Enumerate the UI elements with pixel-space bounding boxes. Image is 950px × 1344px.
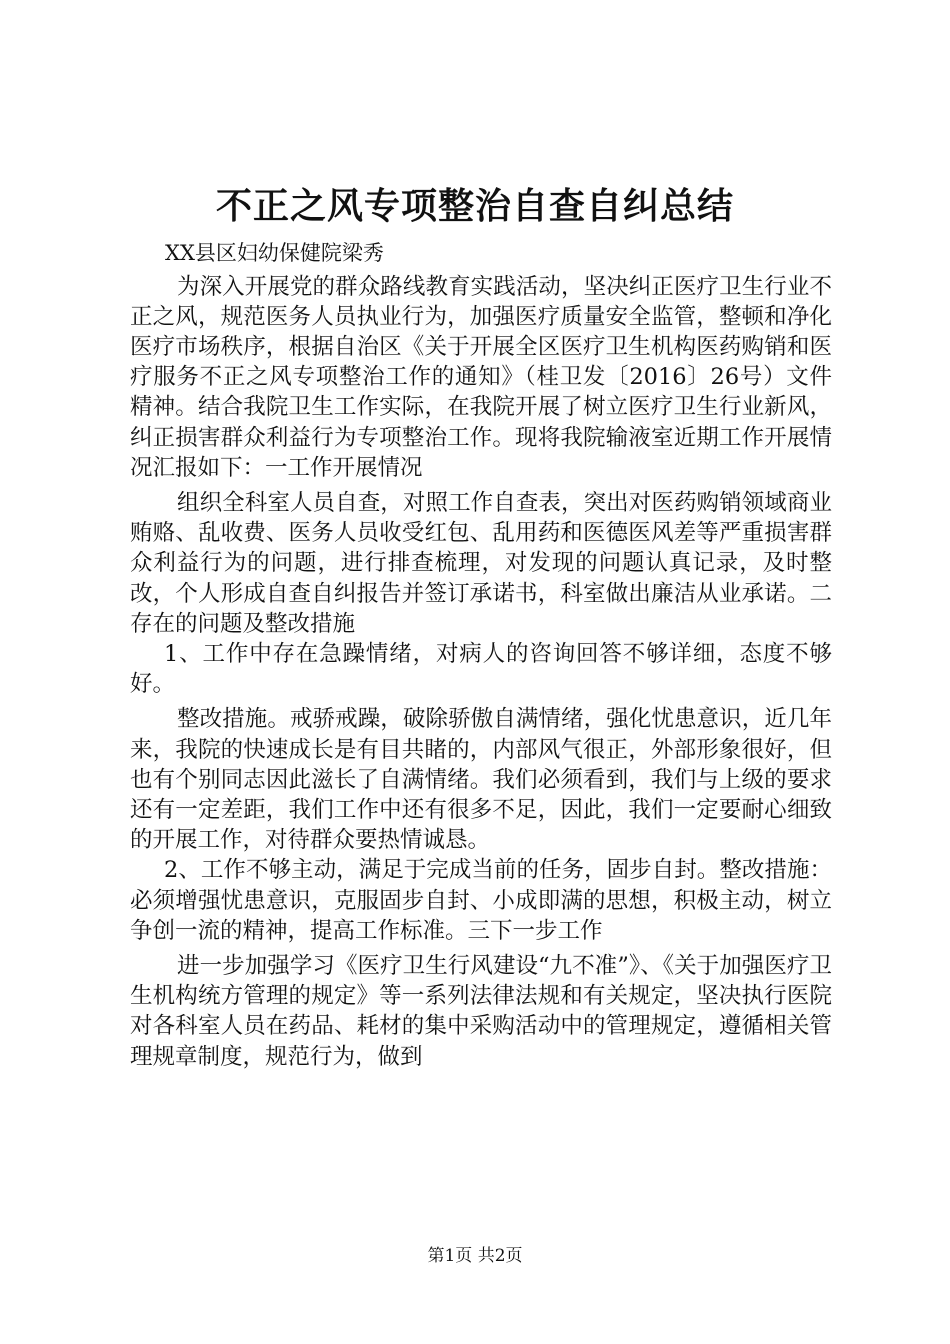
author-line: XX县区妇幼保健院梁秀 [165,241,384,265]
page-footer: 第1页 共2页 [427,1246,523,1266]
paragraph-issue-1: 1、工作中存在急躁情绪，对病人的咨询回答不够详细，态度不够好。 [130,640,832,698]
paragraph-issue-2: 2、工作不够主动，满足于完成当前的任务，固步自封。整改措施：必须增强忧患意识，克服固步自封、小成即满的思想，积极主动，树立争创一流的精神，提高工作标准。三下一步工作 [130,857,832,944]
document-title: 不正之风专项整治自查自纠总结 [215,185,734,227]
document-body [130,236,832,1072]
paragraph-measures-1: 整改措施。戒骄戒躁，破除骄傲自满情绪，强化忧患意识，近几年来，我院的快速成长是有目共睹的，内部风气很正，外部形象很好，但也有个别同志因此滋长了自满情绪。我们必须看到，我们与上级的要求还有一定差距，我们工作中还有很多不足，因此，我们一定要耐心细致的开展工作，对待群众要热情诚恳。 [130,706,832,854]
paragraph-intro: 为深入开展党的群众路线教育实践活动，坚决纠正医疗卫生行业不正之风，规范医务人员执业行为，加强医疗质量安全监管，整顿和净化医疗市场秩序，根据自治区《关于开展全区医疗卫生机构医药购销和医疗服务不正之风专项整治工作的通知》（桂卫发〔2016〕26号）文件精神。结合我院卫生工作实际，在我院开展了树立医疗卫生行业新风，纠正损害群众利益行为专项整治工作。现将我院输液室近期工作开展情况汇报如下：一工作开展情况 [130,273,832,481]
paragraph-work-progress: 组织全科室人员自查，对照工作自查表，突出对医药购销领域商业贿赂、乱收费、医务人员收受红包、乱用药和医德医风差等严重损害群众利益行为的问题，进行排查梳理，对发现的问题认真记录，及时整改，个人形成自查自纠报告并签订承诺书，科室做出廉洁从业承诺。二存在的问题及整改措施 [130,489,832,637]
paragraph-next-steps: 进一步加强学习《医疗卫生行风建设“九不准”》、《关于加强医疗卫生机构统方管理的规定》等一系列法律法规和有关规定，坚决执行医院对各科室人员在药品、耗材的集中采购活动中的管理规定，遵循相关管理规章制度，规范行为，做到 [130,952,832,1070]
